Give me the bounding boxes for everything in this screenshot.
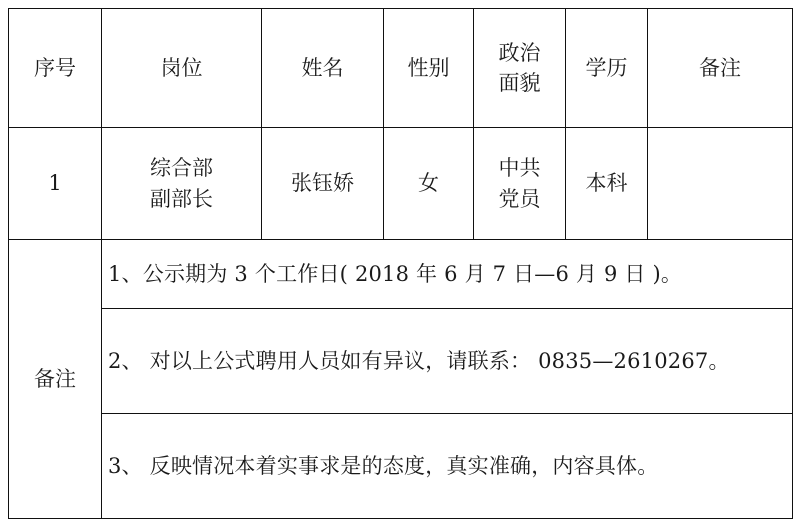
header-label-name: 姓名 — [301, 55, 344, 80]
cell-post — [102, 128, 262, 240]
cell-note — [648, 128, 793, 240]
header-cell-education — [566, 9, 648, 128]
announcement-table — [8, 8, 793, 519]
header-label-party: 政治 面貌 — [498, 40, 541, 95]
cell-party-stack: 中共 党员 — [498, 156, 541, 211]
remark-row-3 — [9, 414, 793, 519]
cell-sex: 女 — [384, 128, 474, 240]
table-header-row — [9, 9, 793, 128]
table-row — [9, 128, 793, 240]
header-cell-post — [102, 9, 262, 128]
header-label-note: 备注 — [699, 55, 741, 80]
header-cell-party — [474, 9, 566, 128]
remark-row-1 — [9, 240, 793, 309]
header-label-post: 岗位 — [160, 55, 203, 80]
cell-party — [474, 128, 566, 240]
header-cell-sex — [384, 9, 474, 128]
remark-item-1: 1、公示期为 3 个工作日( 2018 年 6 月 7 日—6 月 9 日 )。 — [102, 240, 793, 309]
header-cell-name — [262, 9, 384, 128]
remark-item-2: 2、 对以上公式聘用人员如有异议，请联系： 0835—2610267。 — [102, 309, 793, 414]
header-cell-seq — [9, 9, 102, 128]
cell-seq: 1 — [9, 128, 102, 240]
header-label-sex: 性别 — [407, 55, 450, 80]
remark-row-2 — [9, 309, 793, 414]
header-label-seq: 序号 — [34, 55, 76, 80]
cell-education: 本科 — [566, 128, 648, 240]
header-label-education: 学历 — [585, 55, 628, 80]
remark-item-3: 3、 反映情况本着实事求是的态度，真实准确，内容具体。 — [102, 414, 793, 519]
cell-name: 张钰娇 — [262, 128, 384, 240]
header-cell-note — [648, 9, 793, 128]
cell-post-stack: 综合部 副部长 — [150, 156, 213, 211]
remark-label-cell: 备注 — [9, 240, 102, 519]
